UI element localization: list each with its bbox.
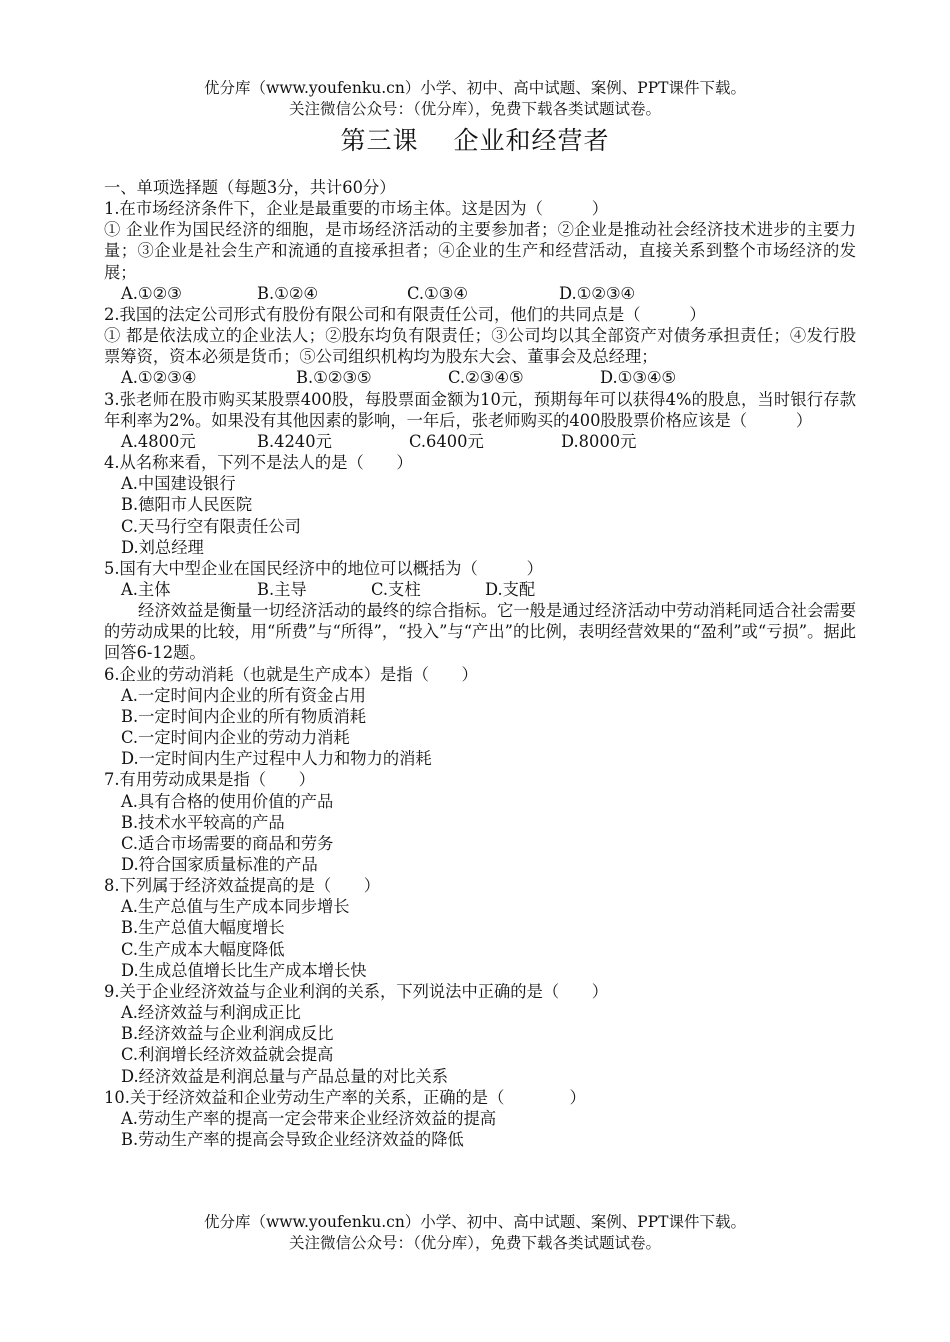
question-1-body: ① 企业作为国民经济的细胞，是市场经济活动的主要参加者；②企业是推动社会经济技术进步的主要力量；③企业是社会生产和流通的直接承担者；④企业的生产和经营活动，直接关系到整个市场经济的发展； (104, 220, 856, 282)
q4-option-c: C.天马行空有限责任公司 (121, 516, 301, 536)
exam-content (104, 177, 856, 1150)
q7-option-d: D.符合国家质量标准的产品 (121, 855, 318, 874)
page-title: 第三课 企业和经营者 (340, 126, 610, 155)
header-line-1: 优分库（www.youfenku.cn）小学、初中、高中试题、案例、PPT课件下载。 (203, 79, 747, 97)
question-6-stem: 6.企业的劳动消耗（也就是生产成本）是指（ ） (104, 664, 478, 684)
q8-option-d: D.生成总值增长比生产成本增长快 (121, 960, 367, 980)
q8-option-b: B.生产总值大幅度增长 (121, 918, 285, 938)
section-heading: 一、单项选择题（每题3分，共计60分） (104, 178, 396, 197)
question-8-stem: 8.下列属于经济效益提高的是（ ） (104, 876, 381, 896)
question-5-options (104, 579, 856, 600)
reading-passage: 经济效益是衡量一切经济活动的最终的综合指标。它一般是通过经济活动中劳动消耗同适合社会需要的劳动成果的比较，用“所费”与“所得”，“投入”与“产出”的比例，表明经营效果的“盈利”或“亏损”。据此回答6-12题。 (104, 601, 856, 663)
q7-option-a: A.具有合格的使用价值的产品 (121, 791, 334, 811)
question-2-body: ① 都是依法成立的企业法人；②股东均负有限责任；③公司均以其全部资产对债务承担责任；④发行股票筹资，资本必须是货币；⑤公司组织机构均为股东大会、董事会及总经理； (104, 326, 856, 367)
question-7-stem: 7.有用劳动成果是指（ ） (104, 770, 315, 790)
q2-option-d: D.①③④⑤ (600, 368, 677, 388)
q8-option-a: A.生产总值与生产成本同步增长 (121, 897, 350, 917)
q7-option-b: B.技术水平较高的产品 (121, 812, 285, 832)
footer-line-2: 关注微信公众号：（优分库），免费下载各类试题试卷。 (288, 1234, 661, 1252)
q5-option-c: C.支柱 (371, 579, 421, 599)
q9-option-d: D.经济效益是利润总量与产品总量的对比关系 (121, 1066, 448, 1086)
q4-option-d: D.刘总经理 (121, 537, 204, 557)
q5-option-d: D.支配 (485, 579, 536, 599)
footer-line-1: 优分库（www.youfenku.cn）小学、初中、高中试题、案例、PPT课件下载。 (203, 1213, 747, 1231)
question-4-stem: 4.从名称来看，下列不是法人的是（ ） (104, 453, 413, 473)
question-5-stem: 5.国有大中型企业在国民经济中的地位可以概括为（ ） (104, 558, 543, 578)
q1-option-d: D.①②③④ (559, 283, 636, 303)
q6-option-b: B.一定时间内企业的所有物质消耗 (121, 706, 367, 726)
q1-option-a: A.①②③ (121, 283, 182, 303)
q1-option-b: B.①②④ (257, 283, 318, 303)
question-3-options (104, 431, 856, 452)
q9-option-a: A.经济效益与利润成正比 (121, 1003, 301, 1023)
q2-option-c: C.②③④⑤ (448, 368, 524, 388)
q6-option-a: A.一定时间内企业的所有资金占用 (121, 685, 366, 705)
question-9-stem: 9.关于企业经济效益与企业利润的关系，下列说法中正确的是（ ） (104, 981, 608, 1001)
q1-option-c: C.①③④ (407, 283, 468, 303)
page-footer (0, 1212, 950, 1254)
q8-option-c: C.生产成本大幅度降低 (121, 939, 285, 959)
q4-option-a: A.中国建设银行 (121, 474, 236, 494)
question-10-stem: 10.关于经济效益和企业劳动生产率的关系，正确的是（ ） (104, 1087, 586, 1107)
page-header (0, 78, 950, 120)
q10-option-a: A.劳动生产率的提高一定会带来企业经济效益的提高 (121, 1108, 497, 1128)
q9-option-b: B.经济效益与企业利润成反比 (121, 1024, 334, 1044)
q6-option-c: C.一定时间内企业的劳动力消耗 (121, 728, 350, 748)
question-1-stem: 1.在市场经济条件下，企业是最重要的市场主体。这是因为（ ） (104, 199, 608, 219)
q2-option-b: B.①②③⑤ (296, 368, 372, 388)
q2-option-a: A.①②③④ (121, 368, 197, 388)
q4-option-b: B.德阳市人民医院 (121, 495, 253, 515)
q10-option-b: B.劳动生产率的提高会导致企业经济效益的降低 (121, 1130, 464, 1150)
q3-option-b: B.4240元 (257, 431, 332, 451)
question-3-stem: 3.张老师在股市购买某股票400股，每股票面金额为10元，预期每年可以获得4%的股息，当时银行存款年利率为2%。如果没有其他因素的影响，一年后，张老师购买的400股股票价格应该是（ ） (104, 389, 856, 430)
q3-option-c: C.6400元 (409, 431, 484, 451)
q6-option-d: D.一定时间内生产过程中人力和物力的消耗 (121, 749, 432, 769)
question-1-options (104, 283, 856, 304)
q3-option-a: A.4800元 (121, 431, 196, 451)
q3-option-d: D.8000元 (561, 431, 637, 451)
q5-option-a: A.主体 (121, 579, 171, 599)
q9-option-c: C.利润增长经济效益就会提高 (121, 1045, 334, 1065)
q7-option-c: C.适合市场需要的商品和劳务 (121, 833, 334, 853)
question-2-options (104, 367, 856, 388)
q5-option-b: B.主导 (257, 579, 307, 599)
header-line-2: 关注微信公众号：（优分库），免费下载各类试题试卷。 (288, 100, 661, 118)
question-2-stem: 2.我国的法定公司形式有股份有限公司和有限责任公司，他们的共同点是（ ） (104, 304, 706, 324)
